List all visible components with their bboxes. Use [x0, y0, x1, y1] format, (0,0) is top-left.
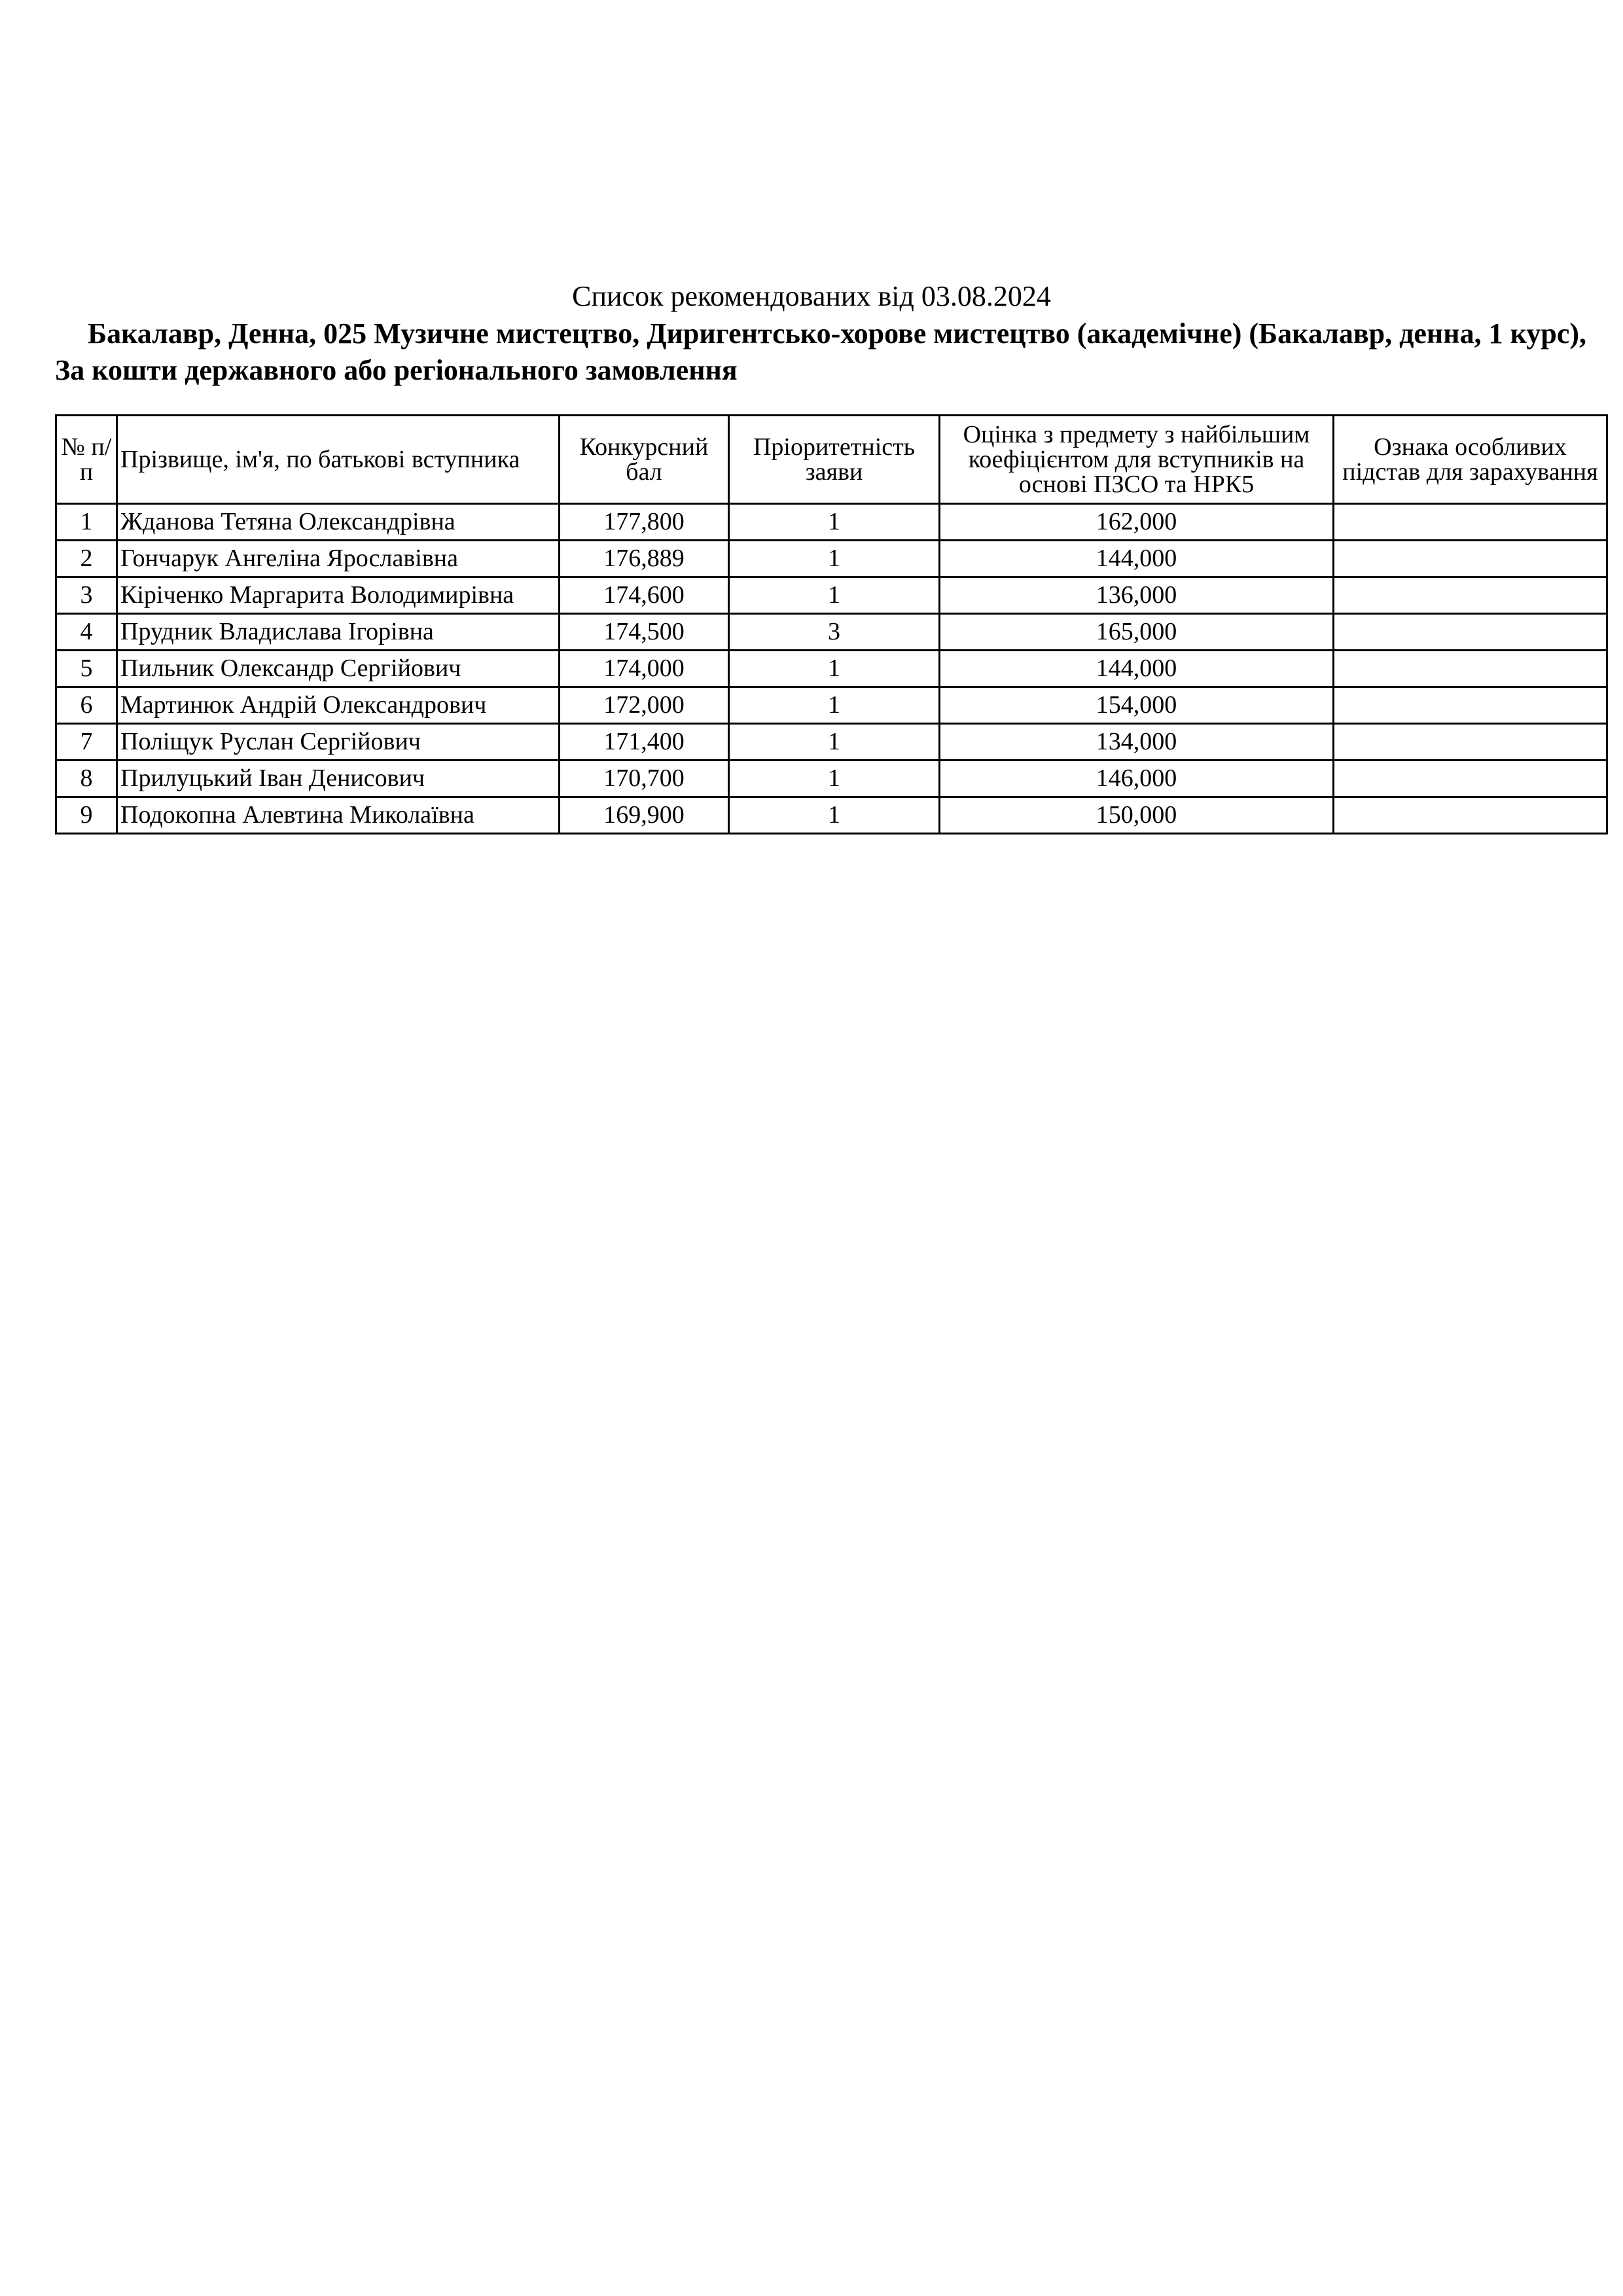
header-subject: Оцінка з предмету з найбільшим коефіцієнтом для вступників на основі ПЗСО та НРК5	[940, 416, 1334, 504]
cell-score: 174,600	[560, 577, 729, 614]
cell-priority: 1	[729, 797, 940, 834]
cell-num: 2	[56, 541, 117, 577]
cell-name: Гончарук Ангеліна Ярославівна	[117, 541, 560, 577]
cell-num: 6	[56, 687, 117, 724]
header-special: Ознака особливих підстав для зарахування	[1334, 416, 1607, 504]
table-header-row	[56, 416, 1607, 504]
cell-special	[1334, 797, 1607, 834]
cell-priority: 3	[729, 614, 940, 651]
cell-name: Прилуцький Іван Денисович	[117, 761, 560, 797]
cell-special	[1334, 504, 1607, 541]
cell-special	[1334, 541, 1607, 577]
cell-score: 174,500	[560, 614, 729, 651]
table-row	[56, 577, 1607, 614]
cell-name: Мартинюк Андрій Олександрович	[117, 687, 560, 724]
cell-subject: 134,000	[940, 724, 1334, 761]
cell-score: 177,800	[560, 504, 729, 541]
cell-subject: 154,000	[940, 687, 1334, 724]
cell-score: 174,000	[560, 651, 729, 687]
cell-special	[1334, 761, 1607, 797]
cell-score: 171,400	[560, 724, 729, 761]
cell-num: 3	[56, 577, 117, 614]
cell-priority: 1	[729, 504, 940, 541]
cell-subject: 162,000	[940, 504, 1334, 541]
cell-priority: 1	[729, 577, 940, 614]
cell-special	[1334, 614, 1607, 651]
header-score: Конкурсний бал	[560, 416, 729, 504]
cell-special	[1334, 651, 1607, 687]
cell-subject: 165,000	[940, 614, 1334, 651]
header-num: № п/п	[56, 416, 117, 504]
applicants-table	[55, 414, 1608, 834]
cell-num: 8	[56, 761, 117, 797]
cell-num: 4	[56, 614, 117, 651]
cell-score: 176,889	[560, 541, 729, 577]
cell-name: Поліщук Руслан Сергійович	[117, 724, 560, 761]
page-subtitle: Бакалавр, Денна, 025 Музичне мистецтво, Диригентсько-хорове мистецтво (академічне) (Бакалавр, денна, 1 курс), За кошти державного або регіонального замовлення	[55, 317, 1586, 386]
cell-priority: 1	[729, 761, 940, 797]
table-row	[56, 761, 1607, 797]
table-row	[56, 724, 1607, 761]
cell-priority: 1	[729, 541, 940, 577]
cell-score: 170,700	[560, 761, 729, 797]
cell-score: 169,900	[560, 797, 729, 834]
cell-name: Жданова Тетяна Олександрівна	[117, 504, 560, 541]
cell-subject: 150,000	[940, 797, 1334, 834]
cell-num: 7	[56, 724, 117, 761]
table-row	[56, 504, 1607, 541]
cell-priority: 1	[729, 687, 940, 724]
header-name: Прізвище, ім'я, по батькові вступника	[117, 416, 560, 504]
cell-num: 9	[56, 797, 117, 834]
cell-special	[1334, 577, 1607, 614]
cell-num: 5	[56, 651, 117, 687]
table-row	[56, 651, 1607, 687]
cell-subject: 136,000	[940, 577, 1334, 614]
cell-subject: 144,000	[940, 541, 1334, 577]
cell-special	[1334, 687, 1607, 724]
cell-name: Кіріченко Маргарита Володимирівна	[117, 577, 560, 614]
cell-name: Прудник Владислава Ігорівна	[117, 614, 560, 651]
cell-priority: 1	[729, 724, 940, 761]
cell-name: Подокопна Алевтина Миколаївна	[117, 797, 560, 834]
table-row	[56, 797, 1607, 834]
cell-num: 1	[56, 504, 117, 541]
cell-score: 172,000	[560, 687, 729, 724]
table-row	[56, 614, 1607, 651]
cell-priority: 1	[729, 651, 940, 687]
header-priority: Пріоритетність заяви	[729, 416, 940, 504]
cell-subject: 146,000	[940, 761, 1334, 797]
table-row	[56, 541, 1607, 577]
table-row	[56, 687, 1607, 724]
cell-name: Пильник Олександр Сергійович	[117, 651, 560, 687]
cell-special	[1334, 724, 1607, 761]
cell-subject: 144,000	[940, 651, 1334, 687]
page-title: Список рекомендованих від 03.08.2024	[572, 280, 1051, 312]
